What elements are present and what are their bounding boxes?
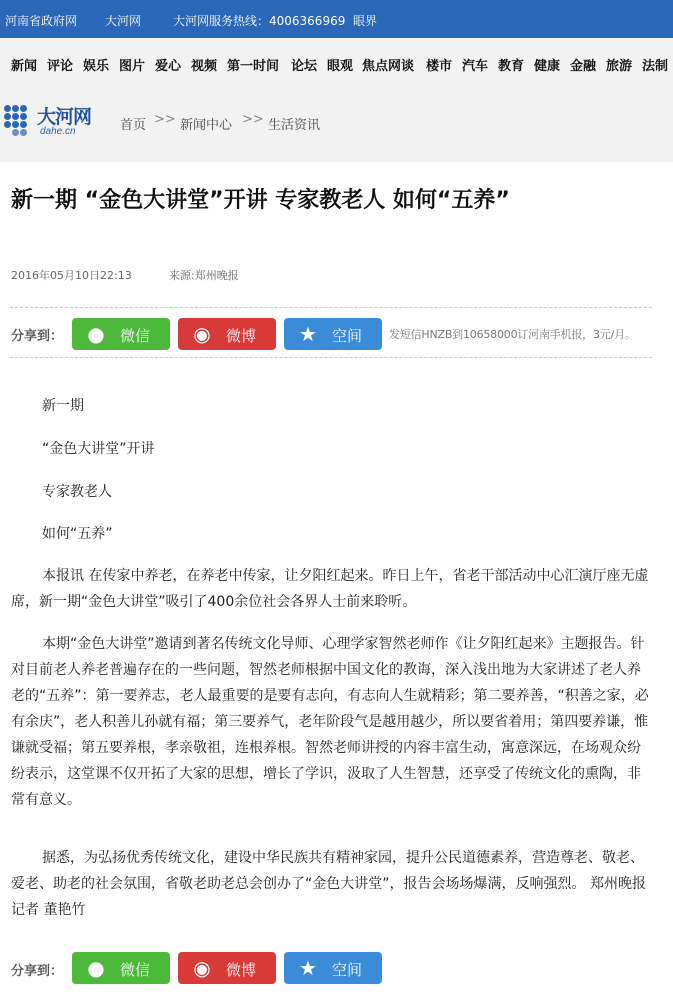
lead-line: “金色大讲堂”开讲 [42, 441, 155, 457]
nav-item[interactable]: 图片 [119, 59, 146, 74]
breadcrumb-news[interactable]: 新闻中心 [180, 118, 233, 133]
share-qzone-button[interactable] [284, 952, 382, 984]
breadcrumb-bar [0, 88, 673, 162]
nav-item[interactable]: 第一时间 [227, 59, 280, 74]
nav-item[interactable]: 娱乐 [83, 59, 110, 74]
share-wechat-button[interactable] [72, 952, 170, 984]
share-wechat-button[interactable] [72, 318, 170, 350]
qzone-star-icon: ★ [299, 322, 317, 346]
share-weibo-label: 微博 [226, 961, 257, 979]
nav-item[interactable]: 金融 [570, 59, 597, 74]
nav-item[interactable]: 法制 [642, 59, 669, 74]
lead-line: 新一期 [42, 398, 84, 414]
article-source: 来源:郑州晚报 [169, 269, 239, 282]
nav-item[interactable]: 论坛 [291, 59, 318, 74]
nav-item[interactable]: 焦点网谈 [362, 59, 415, 74]
logo-text: 大河网 [37, 106, 92, 128]
divider [10, 357, 652, 358]
nav-item[interactable]: 眼观 [327, 59, 354, 74]
share-wechat-label: 微信 [120, 327, 151, 345]
logo-dots-icon [4, 105, 34, 135]
nav-item[interactable]: 爱心 [155, 59, 182, 74]
wechat-icon: ● [87, 956, 105, 980]
share-qzone-label: 空间 [332, 327, 363, 345]
nav-item[interactable]: 健康 [534, 59, 561, 74]
nav-item[interactable]: 新闻 [11, 59, 38, 74]
nav-item[interactable]: 楼市 [426, 59, 453, 74]
nav-item[interactable]: 汽车 [462, 59, 489, 74]
link-dahe[interactable]: 大河网 [105, 14, 142, 28]
link-henan-gov[interactable]: 河南省政府网 [5, 14, 78, 28]
share-qzone-button[interactable] [284, 318, 382, 350]
article-paragraph: 据悉，为弘扬优秀传统文化，建设中华民族共有精神家园，提升公民道德素养，营造尊老、敬老、爱老、助老的社会氛围，省敬老助老总会创办了“金色大讲堂”，报告会场场爆满，反响强烈。 郑州晚报记者 董艳竹 [11, 850, 646, 918]
service-hotline: 大河网服务热线：4006366969 [173, 14, 346, 28]
dahe-logo[interactable] [4, 102, 104, 142]
wechat-icon: ● [87, 322, 105, 346]
lead-line: 专家教老人 [42, 484, 112, 500]
article-title: 新一期 “金色大讲堂”开讲 专家教老人 如何“五养” [11, 188, 510, 213]
breadcrumb-home[interactable]: 首页 [120, 118, 147, 133]
link-yanjie[interactable]: 眼界 [353, 14, 378, 28]
share-label: 分享到： [11, 329, 64, 344]
nav-item[interactable]: 评论 [47, 59, 74, 74]
weibo-icon: ◉ [193, 322, 211, 346]
qzone-star-icon: ★ [299, 956, 317, 980]
article-paragraph: 本期“金色大讲堂”邀请到著名传统文化导师、心理学家智然老师作《让夕阳红起来》主题报告。针对目前老人养老普遍存在的一些问题，智然老师根据中国文化的教诲，深入浅出地为大家讲述了老人养老的“五养”：第一要养志，老人最重要的是要有志向，有志向人生就精彩；第二要养善，“积善之家，必有余庆”，老人积善儿孙就有福；第三要养气，老年阶段气是越用越少，所以要省着用；第四要养谦，惟谦就受福；第五要养根，孝亲敬祖，连根养根。智然老师讲授的内容丰富生动，寓意深远，在场观众纷纷表示，这堂课不仅开拓了大家的思想，增长了学识，汲取了人生智慧，还享受了传统文化的熏陶，非常有意义。 [11, 636, 649, 808]
breadcrumb-life[interactable]: 生活资讯 [268, 118, 321, 133]
lead-line: 如何“五养” [42, 526, 113, 542]
weibo-icon: ◉ [193, 956, 211, 980]
share-wechat-label: 微信 [120, 961, 151, 979]
logo-subtext: dahe.cn [40, 126, 76, 137]
article-paragraph: 本报讯 在传家中养老，在养老中传家，让夕阳红起来。昨日上午，省老干部活动中心汇演厅座无虚席，新一期“金色大讲堂”吸引了400余位社会各界人士前来聆听。 [11, 568, 649, 610]
nav-item[interactable]: 视频 [191, 59, 218, 74]
share-label: 分享到： [11, 964, 64, 979]
article-date: 2016年05月10日22:13 [11, 269, 132, 282]
breadcrumb-separator: >> [154, 112, 176, 127]
share-qzone-label: 空间 [332, 961, 363, 979]
nav-item[interactable]: 旅游 [606, 59, 633, 74]
nav-item[interactable]: 教育 [498, 59, 525, 74]
breadcrumb-separator: >> [242, 112, 264, 127]
main-nav [0, 38, 673, 88]
share-weibo-button[interactable] [178, 318, 276, 350]
sms-subscribe-note: 发短信HNZB到10658000订河南手机报，3元/月。 [389, 328, 636, 341]
divider [10, 307, 652, 308]
share-weibo-label: 微博 [226, 327, 257, 345]
share-weibo-button[interactable] [178, 952, 276, 984]
top-bar [0, 0, 673, 38]
